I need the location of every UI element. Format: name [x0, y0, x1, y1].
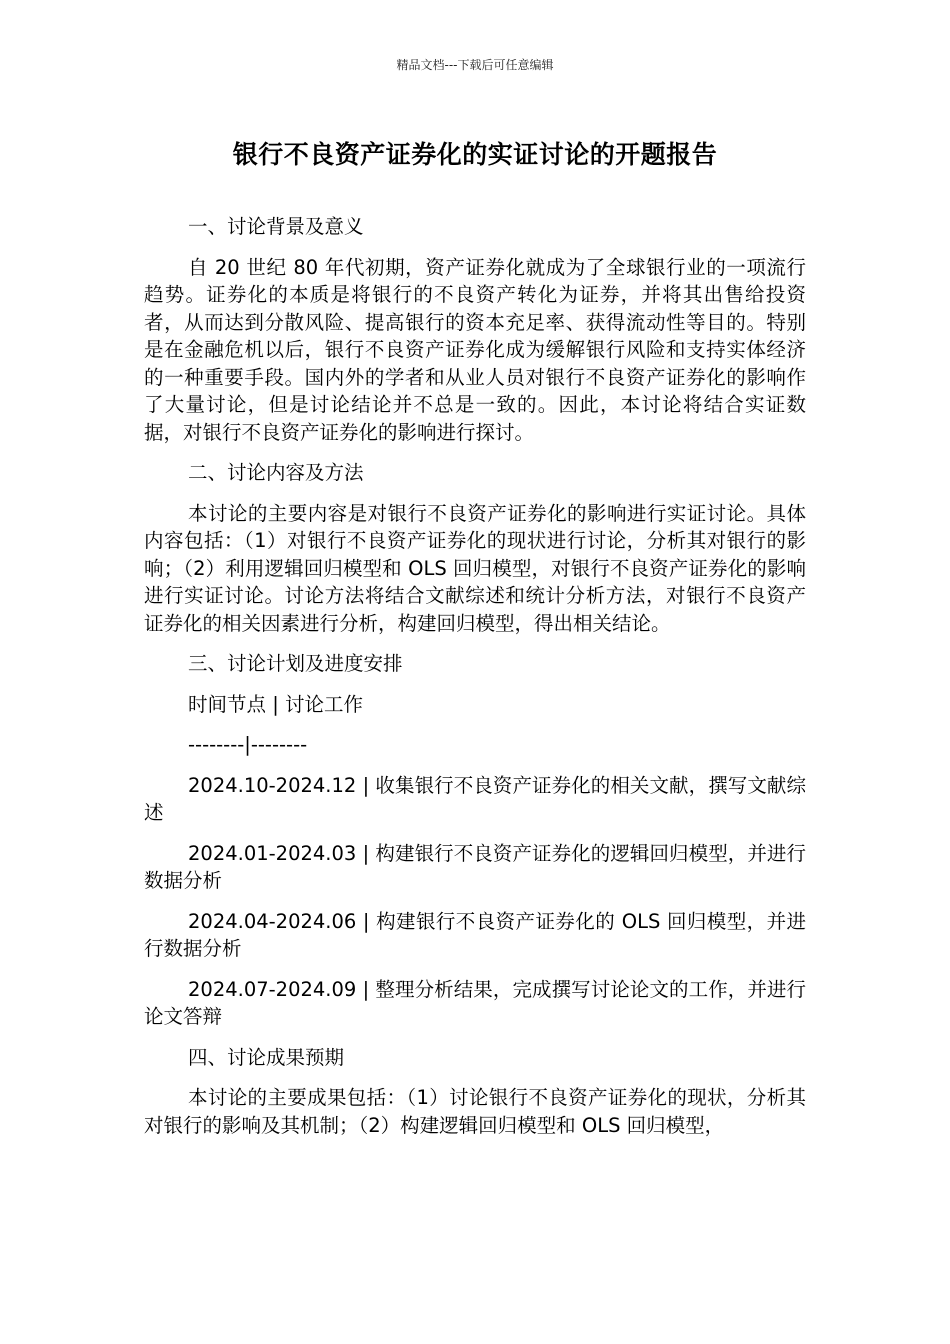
paragraph-expected-results: 本讨论的主要成果包括：（1）讨论银行不良资产证券化的现状，分析其对银行的影响及其机制；（2）构建逻辑回归模型和 OLS 回归模型， — [144, 1086, 806, 1137]
document-title: 银行不良资产证券化的实证讨论的开题报告 — [232, 140, 718, 169]
paragraph-background: 自 20 世纪 80 年代初期，资产证券化就成为了全球银行业的一项流行趋势。证券化的本质是将银行的不良资产转化为证券，并将其出售给投资者，从而达到分散风险、提高银行的资本充足率、获得流动性等目的。特别是在金融危机以后，银行不良资产证券化成为缓解银行风险和支持实体经济的一种重要手段。国内外的学者和从业人员对银行不良资产证券化的影响作了大量讨论，但是讨论结论并不总是一致的。因此，本讨论将结合实证数据，对银行不良资产证券化的影响进行探讨。 — [144, 255, 806, 444]
schedule-row: 2024.01-2024.03 | 构建银行不良资产证券化的逻辑回归模型，并进行数据分析 — [144, 841, 806, 892]
section-heading-schedule: 三、讨论计划及进度安排 — [188, 652, 403, 675]
document-body — [144, 213, 806, 1152]
schedule-table-header: 时间节点 | 讨论工作 — [188, 692, 363, 716]
schedule-row: 2024.07-2024.09 | 整理分析结果，完成撰写讨论论文的工作，并进行论文答辩 — [144, 977, 806, 1028]
schedule-row: 2024.10-2024.12 | 收集银行不良资产证券化的相关文献，撰写文献综述 — [144, 773, 806, 824]
header-note: 精品文档---下载后可任意编辑 — [396, 58, 554, 72]
section-heading-expected-results: 四、讨论成果预期 — [188, 1045, 345, 1069]
schedule-table-separator: --------|-------- — [188, 733, 308, 756]
paragraph-content-method: 本讨论的主要内容是对银行不良资产证券化的影响进行实证讨论。具体内容包括：（1）对银行不良资产证券化的现状进行讨论，分析其对银行的影响；（2）利用逻辑回归模型和 OLS 回归模型，对银行不良资产证券化的影响进行实证讨论。讨论方法将结合文献综述和统计分析方法，对银行不良资产证券化的相关因素进行分析，构建回归模型，得出相关结论。 — [144, 501, 806, 635]
section-heading-background: 一、讨论背景及意义 — [188, 215, 364, 238]
schedule-row: 2024.04-2024.06 | 构建银行不良资产证券化的 OLS 回归模型，并进行数据分析 — [144, 909, 806, 960]
section-heading-content-method: 二、讨论内容及方法 — [188, 461, 364, 484]
